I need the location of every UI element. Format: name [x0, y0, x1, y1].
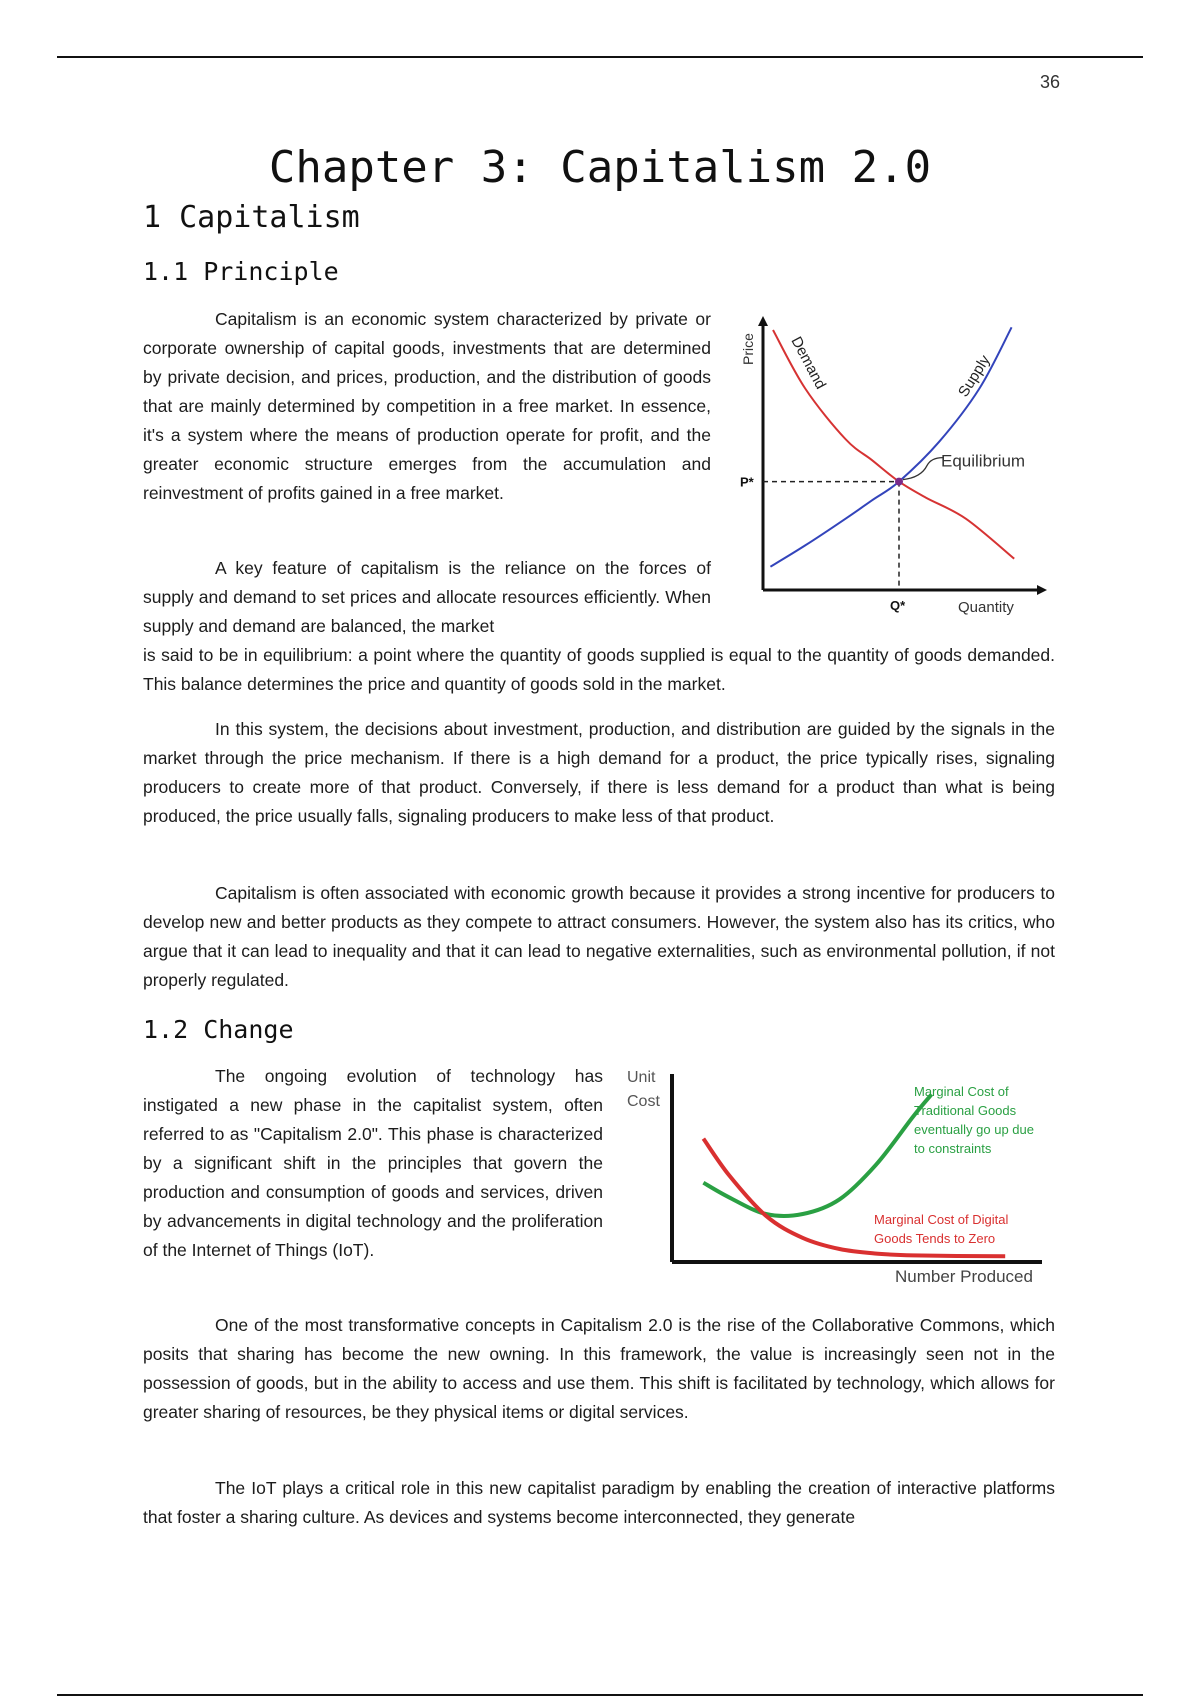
paragraph: One of the most transformative concepts in Capitalism 2.0 is the rise of the Collaborative Commons, which posits that sharing has become the new owning. In this framework, the value is increasingly seen not in the possession of goods, but in the ability to access and use them. This shift is facilitated by technology, which allows for greater sharing of resources, be they physical items or digital services.	[143, 1315, 1055, 1422]
digital-goods-annotation	[874, 1212, 1008, 1246]
paragraph: In this system, the decisions about investment, production, and distribution are guided by the signals in the market through the price mechanism. If there is a high demand for a product, the price typically rises, signaling producers to create more of that product. Conversely, if there is less demand for a product than what is being produced, the price usually falls, signaling producers to make less of that product.	[143, 719, 1055, 826]
x-axis-label: Number Produced	[895, 1267, 1033, 1286]
equilibrium-leader	[903, 458, 943, 480]
paragraph: Capitalism is often associated with economic growth because it provides a strong incentive for producers to develop new and better products as they compete to attract consumers. However, the system also has its critics, who argue that it can lead to inequality and that it can lead to negative externalities, such as environmental pollution, if not properly regulated.	[143, 883, 1055, 990]
section-title: 1 Capitalism	[143, 200, 360, 235]
bottom-rule	[57, 1694, 1143, 1696]
paragraph: The ongoing evolution of technology has instigated a new phase in the capitalist system, often referred to as "Capitalism 2.0". This phase is characterized by a significant shift in the principles that govern the production and consumption of goods and services, driven by advancements in digital technology and the proliferation of the Internet of Things (IoT).	[143, 1066, 603, 1260]
y-axis-label: Unit Cost	[627, 1069, 660, 1110]
equilibrium-label: Equilibrium	[941, 451, 1026, 471]
y-axis-label: Price	[740, 333, 756, 365]
chapter-title: Chapter 3: Capitalism 2.0	[268, 142, 932, 193]
supply-demand-chart	[733, 310, 1053, 620]
supply-label: Supply	[954, 352, 994, 401]
page-number: 36	[1039, 72, 1060, 92]
top-rule	[57, 56, 1143, 58]
paragraph: The IoT plays a critical role in this new capitalist paradigm by enabling the creation of interactive platforms that foster a sharing culture. As devices and systems become interconnected, they generate	[143, 1478, 1055, 1527]
paragraph: A key feature of capitalism is the reliance on the forces of supply and demand to set prices and allocate resources efficiently. When supply and demand are balanced, the market	[143, 558, 711, 636]
x-axis-arrow	[1037, 585, 1047, 595]
p-star-label: P*	[740, 474, 754, 490]
annotation-text: Marginal Cost of Traditional Goods eventually go up due to constraints	[914, 1084, 1034, 1156]
marginal-cost-chart	[622, 1062, 1062, 1294]
subsection-title-change: 1.2 Change	[143, 1015, 294, 1044]
annotation-text: Marginal Cost of Digital Goods Tends to Zero	[874, 1212, 1009, 1246]
y-axis-arrow	[758, 316, 768, 326]
paragraph-continuation: is said to be in equilibrium: a point where the quantity of goods supplied is equal to the quantity of goods demanded. This balance determines the price and quantity of goods sold in the market.	[143, 645, 1055, 694]
traditional-goods-annotation	[914, 1084, 1034, 1156]
equilibrium-point	[895, 478, 903, 486]
demand-label: Demand	[787, 333, 830, 392]
q-star-label: Q*	[890, 598, 906, 613]
traditional-goods-cost-curve	[703, 1094, 931, 1216]
x-axis-label: Quantity	[958, 599, 1014, 616]
paragraph: Capitalism is an economic system characterized by private or corporate ownership of capital goods, investments that are determined by private decision, and prices, production, and the distribution of goods that are mainly determined by competition in a free market. In essence, it's a system where the means of production operate for profit, and the greater economic structure emerges from the accumulation and reinvestment of profits gained in a free market.	[143, 309, 711, 503]
subsection-title-principle: 1.1 Principle	[143, 257, 339, 286]
